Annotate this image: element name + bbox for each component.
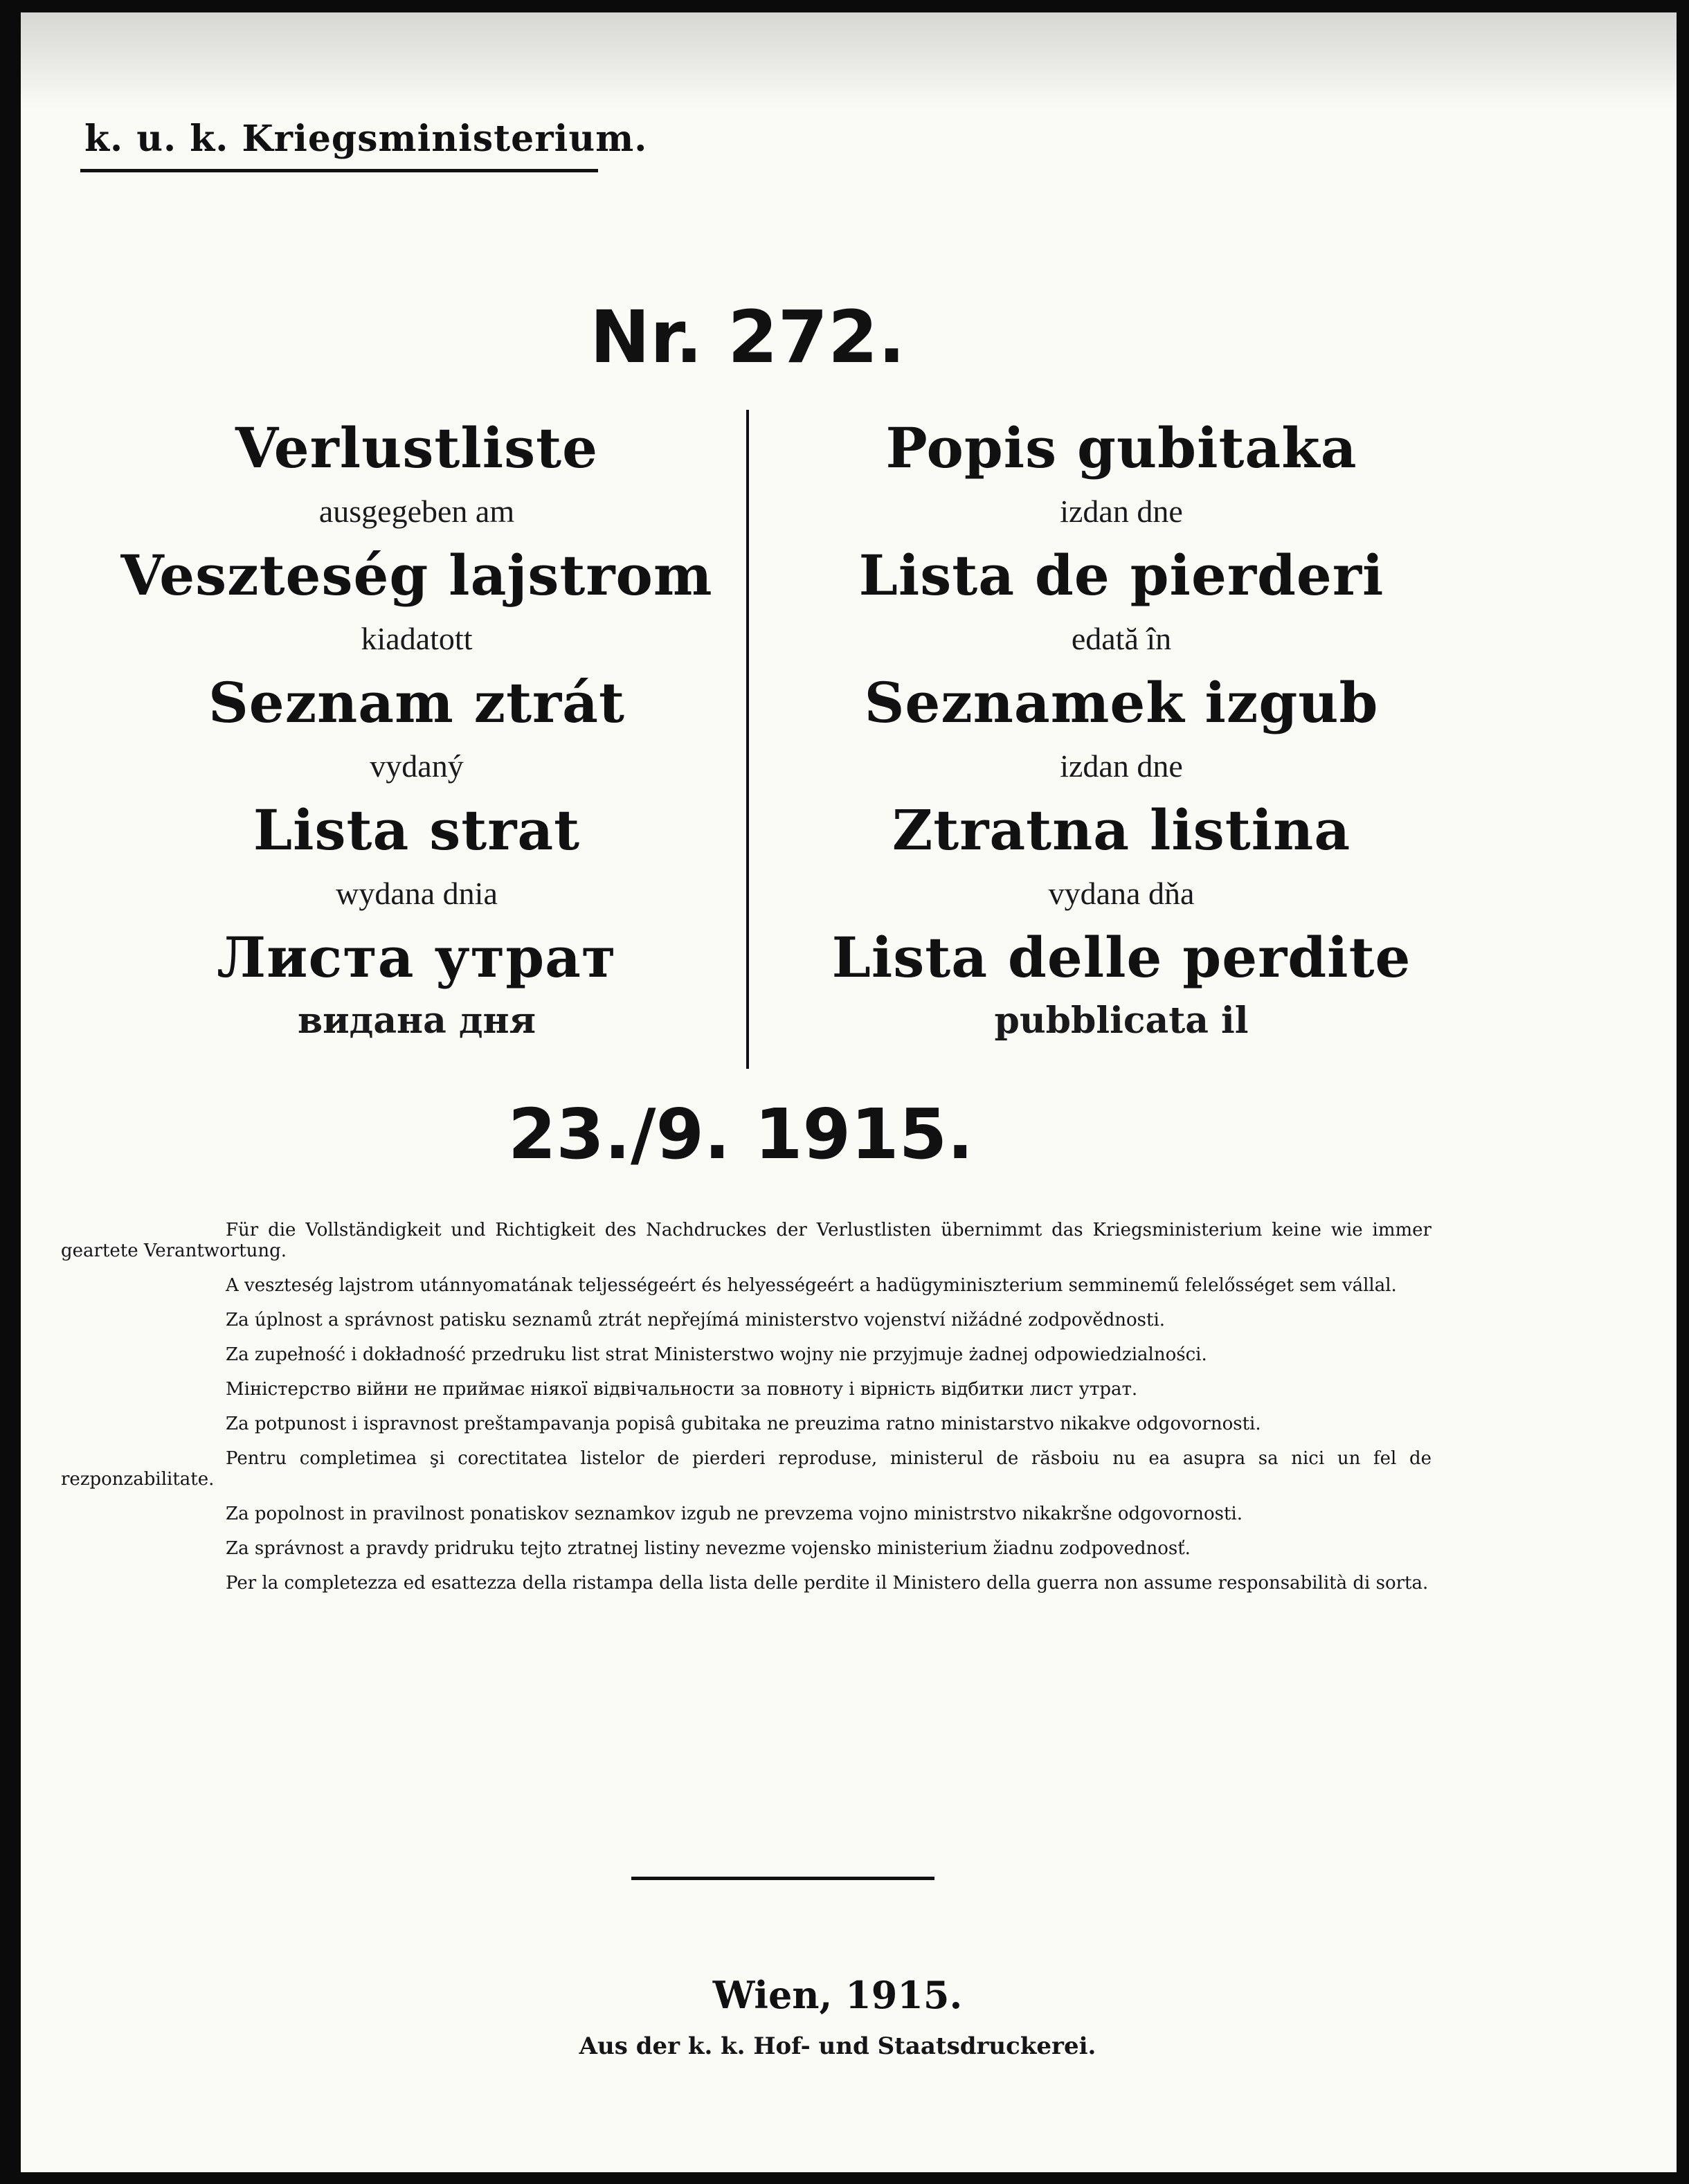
subtitle-italian: pubblicata il bbox=[994, 1000, 1249, 1042]
subtitle-slovak: vydana dňa bbox=[1048, 876, 1195, 911]
issue-number: Nr. 272. bbox=[590, 295, 905, 379]
subtitle-croatian: izdan dne bbox=[1060, 494, 1183, 529]
disclaimer-paragraph: Za zupełność i dokładność przedruku list strat Ministerstwo wojny nie przyjmuje żadnej odpowiedzialności. bbox=[226, 1344, 1207, 1365]
disclaimer-paragraph: Für die Vollständigkeit und Richtigkeit des Nachdruckes der Verlustlisten übernimmt das Kriegsministerium keine wie immer geartete Verantwortung. bbox=[61, 1220, 1431, 1261]
title-column-left bbox=[71, 415, 763, 1052]
title-italian: Lista delle perdite bbox=[831, 925, 1411, 990]
subtitle-polish: wydana dnia bbox=[336, 876, 498, 911]
document-page bbox=[21, 12, 1677, 2172]
issue-date: 23./9. 1915. bbox=[507, 1094, 974, 1175]
subtitle-ukrainian: видана дня bbox=[297, 1000, 536, 1042]
disclaimer-paragraph: Za popolnost in pravilnost ponatiskov seznamkov izgub ne prevzema vojno ministrstvo nikakršne odgovornosti. bbox=[226, 1504, 1243, 1524]
title-slovak: Ztratna listina bbox=[892, 797, 1351, 863]
header-underline bbox=[80, 169, 598, 172]
title-slovenian: Seznamek izgub bbox=[864, 670, 1379, 735]
disclaimer-paragraph: Za úplnost a správnost patisku seznamů ztrát nepřejímá ministerstvo vojenství nižádné zodpovědnosti. bbox=[226, 1310, 1166, 1330]
footer-rule bbox=[631, 1877, 934, 1880]
title-czech: Seznam ztrát bbox=[208, 670, 625, 735]
subtitle-czech: vydaný bbox=[370, 748, 464, 784]
subtitle-romanian: edată în bbox=[1071, 621, 1172, 656]
title-polish: Lista strat bbox=[253, 797, 581, 863]
title-ukrainian: Листа утрат bbox=[217, 925, 617, 990]
footer-city-year: Wien, 1915. bbox=[712, 1973, 963, 2017]
disclaimer-paragraph: Per la completezza ed esattezza della ristampa della lista delle perdite il Ministero della guerra non assume responsabilità di sorta. bbox=[226, 1573, 1429, 1594]
title-hungarian: Veszteség lajstrom bbox=[120, 543, 713, 608]
disclaimer-paragraph: Pentru completimea şi corectitatea listelor de pierderi reproduse, ministerul de răsboiu nu ea asupra sa nici un fel de rezponzabilitate. bbox=[61, 1448, 1431, 1490]
column-divider bbox=[746, 410, 749, 1069]
subtitle-slovenian: izdan dne bbox=[1060, 748, 1183, 784]
disclaimer-paragraph: Міністерство війни не приймає ніякої відвічальности за повноту і вірність відбитки лист утрат. bbox=[226, 1379, 1138, 1400]
disclaimer-block bbox=[61, 1220, 1431, 1607]
title-romanian: Lista de pierderi bbox=[858, 543, 1384, 608]
subtitle-hungarian: kiadatott bbox=[361, 621, 473, 656]
ministry-header: k. u. k. Kriegsministerium. bbox=[84, 118, 648, 160]
title-german: Verlustliste bbox=[235, 415, 598, 480]
disclaimer-paragraph: A veszteség lajstrom utánnyomatának teljességeért és helyességeért a hadügyminiszterium semminemű felelősséget sem vállal. bbox=[226, 1275, 1397, 1296]
title-column-right bbox=[775, 415, 1467, 1052]
disclaimer-paragraph: Za správnost a pravdy pridruku tejto ztratnej listiny nevezme vojensko ministerium žiadnu zodpovednosť. bbox=[226, 1538, 1191, 1559]
title-croatian: Popis gubitaka bbox=[885, 415, 1357, 480]
footer-printer: Aus der k. k. Hof- und Staatsdruckerei. bbox=[579, 2032, 1096, 2060]
subtitle-german: ausgegeben am bbox=[318, 494, 515, 529]
disclaimer-paragraph: Za potpunost i ispravnost preštampavanja popisâ gubitaka ne preuzima ratno ministarstvo nikakve odgovornosti. bbox=[226, 1414, 1261, 1434]
